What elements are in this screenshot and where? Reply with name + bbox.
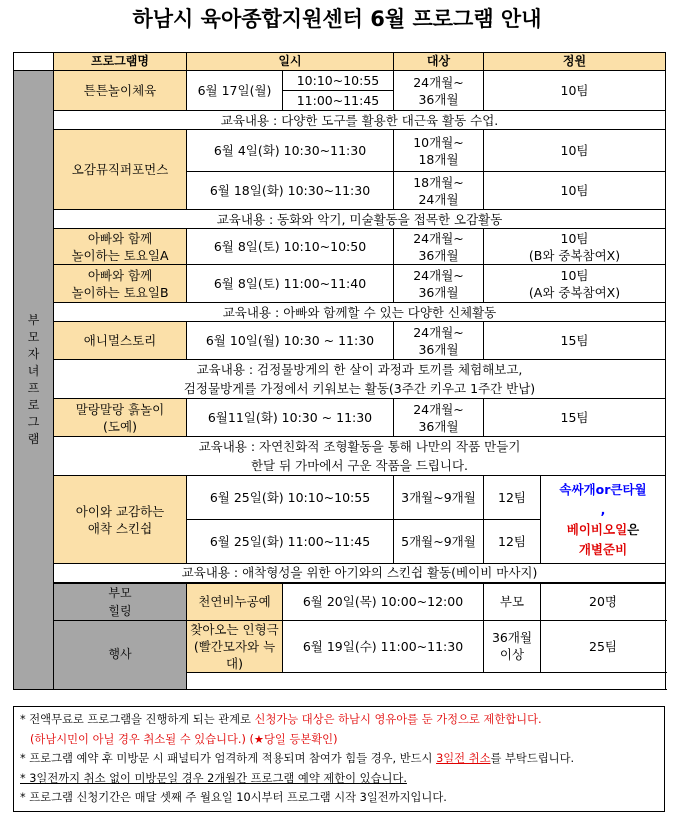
table-row: [14, 71, 666, 91]
program-target: 18개월~ 24개월: [394, 172, 484, 210]
program-capacity: 20명: [541, 583, 666, 621]
spacer-cell: [187, 672, 666, 689]
program-edu: 교육내용 : 동화와 악기, 미술활동을 접목한 오감활동: [54, 210, 666, 229]
header-blank: [14, 53, 54, 71]
notes-box: [13, 706, 665, 812]
program-target: 10개월~ 18개월: [394, 130, 484, 172]
program-capacity: 10팀: [484, 71, 666, 111]
note-line: * 전액무료로 프로그램을 진행하게 되는 관계로 신청가능 대상은 하남시 영유아를 둔 가정으로 제한합니다.: [20, 713, 542, 726]
program-capacity: 10팀 (B와 중복참여X): [484, 229, 666, 265]
side-label-parent-program: 부 모 자 녀 프 로 그 램: [14, 71, 54, 690]
program-name: 말랑말랑 흙놀이 (도예): [54, 399, 187, 437]
table-row: [14, 130, 666, 172]
table-row: [14, 564, 666, 583]
note-line: * 3일전까지 취소 없이 미방문일 경우 2개월간 프로그램 예약 제한이 있습니다.: [20, 771, 407, 785]
note-line: * 프로그램 신청기간은 매달 셋째 주 월요일 10시부터 프로그램 시작 3일전까지입니다.: [20, 791, 447, 804]
program-capacity: 15팀: [484, 399, 666, 437]
program-name: 찾아오는 인형극 (빨간모자와 늑대): [187, 620, 283, 672]
program-date: 6월 17일(월): [187, 71, 283, 111]
program-target: 36개월 이상: [484, 620, 541, 672]
program-datetime: 6월 25일(화) 10:10~10:55: [187, 476, 394, 520]
table-row: [14, 620, 666, 672]
table-row: [14, 210, 666, 229]
program-time: 10:10~10:55: [283, 71, 394, 91]
header-target: 대상: [394, 53, 484, 71]
program-name: 아이와 교감하는 애착 스킨쉽: [54, 476, 187, 564]
program-table: [13, 52, 666, 690]
program-edu: 교육내용 : 다양한 도구를 활용한 대근육 활동 수업.: [54, 111, 666, 130]
program-capacity: 10팀: [484, 130, 666, 172]
program-datetime: 6월 8일(토) 11:00~11:40: [187, 265, 394, 303]
program-target: 24개월~ 36개월: [394, 71, 484, 111]
program-name: 천연비누공예: [187, 583, 283, 621]
program-target: 5개월~9개월: [394, 520, 484, 564]
program-datetime: 6월 8일(토) 10:10~10:50: [187, 229, 394, 265]
program-capacity: 12팀: [484, 520, 541, 564]
program-target: 24개월~ 36개월: [394, 399, 484, 437]
program-capacity: 10팀: [484, 172, 666, 210]
side-label-event: 행사: [54, 620, 187, 689]
header-program: 프로그램명: [54, 53, 187, 71]
program-prep-note: 속싸개or큰타월 , 베이비오일은 개별준비: [541, 476, 666, 564]
program-target: 부모: [484, 583, 541, 621]
table-row: [14, 476, 666, 520]
program-target: 24개월~ 36개월: [394, 265, 484, 303]
program-edu: 교육내용 : 아빠와 함께할 수 있는 다양한 신체활동: [54, 303, 666, 322]
table-row: [14, 360, 666, 399]
program-edu: 교육내용 : 자연친화적 조형활동을 통해 나만의 작품 만들기 한달 뒤 가마에서 구운 작품을 드립니다.: [54, 437, 666, 476]
program-name: 오감뮤직퍼포먼스: [54, 130, 187, 210]
program-datetime: 6월 4일(화) 10:30~11:30: [187, 130, 394, 172]
table-row: [14, 111, 666, 130]
program-capacity: 10팀 (A와 중복참여X): [484, 265, 666, 303]
program-target: 3개월~9개월: [394, 476, 484, 520]
table-header-row: [14, 53, 666, 71]
program-datetime: 6월11일(화) 10:30 ~ 11:30: [187, 399, 394, 437]
table-row: [14, 322, 666, 360]
table-row: [14, 229, 666, 265]
program-datetime: 6월 10일(월) 10:30 ~ 11:30: [187, 322, 394, 360]
program-datetime: 6월 19일(수) 11:00~11:30: [283, 620, 484, 672]
program-target: 24개월~ 36개월: [394, 322, 484, 360]
program-capacity: 12팀: [484, 476, 541, 520]
program-capacity: 25팀: [541, 620, 666, 672]
header-datetime: 일시: [187, 53, 394, 71]
program-datetime: 6월 20일(목) 10:00~12:00: [283, 583, 484, 621]
page-title: 하남시 육아종합지원센터 6월 프로그램 안내: [132, 7, 542, 31]
program-name: 아빠와 함께 놀이하는 토요일B: [54, 265, 187, 303]
table-row: [14, 583, 666, 621]
program-datetime: 6월 18일(화) 10:30~11:30: [187, 172, 394, 210]
header-capacity: 정원: [484, 53, 666, 71]
program-datetime: 6월 25일(화) 11:00~11:45: [187, 520, 394, 564]
note-line: (하남시민이 아닐 경우 취소될 수 있습니다.) (★당일 등본확인): [30, 732, 338, 746]
table-row: [14, 265, 666, 303]
program-name: 아빠와 함께 놀이하는 토요일A: [54, 229, 187, 265]
note-line: * 프로그램 예약 후 미방문 시 패널티가 엄격하게 적용되며 참여가 힘들 경우, 반드시 3일전 취소를 부탁드립니다.: [20, 752, 575, 765]
program-target: 24개월~ 36개월: [394, 229, 484, 265]
program-name: 튼튼놀이체육: [54, 71, 187, 111]
side-label-parent-healing: 부모 힐링: [54, 583, 187, 621]
table-row: [14, 399, 666, 437]
program-time: 11:00~11:45: [283, 91, 394, 111]
table-row: [14, 303, 666, 322]
program-name: 애니멀스토리: [54, 322, 187, 360]
program-edu: 교육내용 : 애착형성을 위한 아기와의 스킨쉽 활동(베이비 마사지): [54, 564, 666, 583]
program-edu: 교육내용 : 검정물방게의 한 살이 과정과 토끼를 체험해보고, 검정물방게를 가정에서 키워보는 활동(3주간 키우고 1주간 반납): [54, 360, 666, 399]
program-capacity: 15팀: [484, 322, 666, 360]
table-row: [14, 437, 666, 476]
